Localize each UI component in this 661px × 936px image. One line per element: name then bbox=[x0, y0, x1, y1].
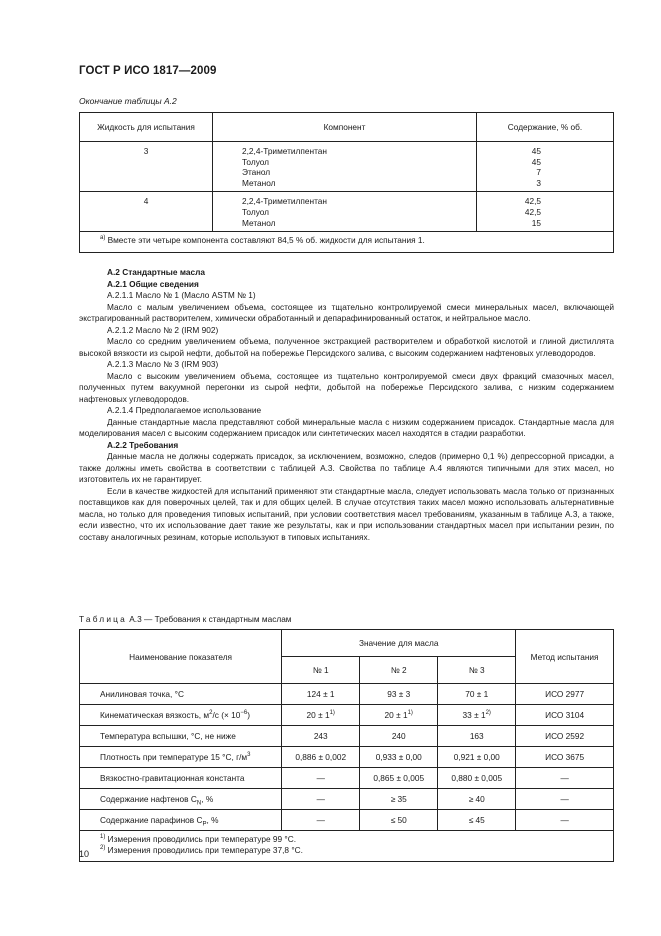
value-cell: 0,880 ± 0,005 bbox=[438, 768, 516, 789]
value-cell: 124 ± 1 bbox=[282, 684, 360, 705]
footnote-mark: 1) bbox=[100, 834, 106, 841]
table-footnote bbox=[100, 845, 607, 856]
content-value: 3 bbox=[536, 177, 541, 188]
table-row bbox=[80, 142, 614, 192]
column-header: № 2 bbox=[360, 657, 438, 684]
value-cell bbox=[438, 705, 516, 726]
paragraph: Масло с высоким увеличением объема, состоящее из тщательно контролируемой смеси двух фракций смазочных масел, полученных путем вакуумной перегонки из сырой нефти, добытой на побережье Персидского залива, с низким содержанием нафтеновых углеводородов. bbox=[79, 370, 614, 404]
content-value: 42,5 bbox=[524, 196, 541, 207]
component-name: Метанол bbox=[242, 177, 276, 188]
column-header: Метод испытания bbox=[516, 630, 614, 684]
value-cell: 0,921 ± 0,00 bbox=[438, 747, 516, 768]
name-text: , % bbox=[201, 794, 214, 804]
footnote-mark: a) bbox=[100, 235, 106, 242]
paragraph: Данные стандартные масла представляют собой минеральные масла с низким содержанием присадок. Стандартные масла для моделирования масел с высоким содержанием присадок или синтетических масел находятся в стадии разработки. bbox=[79, 416, 614, 438]
subsection-heading: А.2.1.3 Масло № 3 (IRM 903) bbox=[107, 359, 219, 369]
page-number: 10 bbox=[79, 849, 90, 859]
component-name: Метанол bbox=[242, 217, 276, 228]
value-cell: ≤ 50 bbox=[360, 810, 438, 831]
table-header-row bbox=[80, 113, 614, 142]
table-footnote-row bbox=[80, 831, 614, 862]
footnote-ref: 1) bbox=[407, 710, 413, 717]
section-heading: А.2.2 Требования bbox=[107, 439, 179, 450]
method-cell: — bbox=[516, 810, 614, 831]
name-text: ) bbox=[247, 710, 250, 720]
name-sup: 3 bbox=[247, 752, 251, 759]
paragraph: Данные масла не должны содержать присадок, за исключением, возможно, следов (примерно 0,1 %) депрессорной присадки, а также должны иметь свойства в соответствии с таблицей А.3. Свойства по таблице А.4 являются типичными для этих масел, но изготовитель их не гарантирует. bbox=[79, 451, 614, 484]
property-name bbox=[80, 810, 282, 831]
footnote-mark: 2) bbox=[100, 844, 106, 851]
value-cell: 240 bbox=[360, 726, 438, 747]
paragraph: Если в качестве жидкостей для испытаний применяют эти стандартные масла, следует использовать масла только от признанных поставщиков как для поверочных целей, так и для общих целей. В случае отсутствия таких масел можно использовать альтернативные масла, но только для проведения типовых испытаний, при условии соответствия масел требованиям, указанным в таблице А.3, а также, если известно, что их использование дает такие же результаты, как и при использовании стандартных масел при испытании резин, по составу аналогичных резинам, которые используют в типовых испытаниях. bbox=[79, 485, 614, 542]
footnote-text: Измерения проводились при температуре 37,8 °С. bbox=[107, 844, 303, 855]
name-text: Содержание парафинов С bbox=[100, 815, 203, 825]
footnote-text: Измерения проводились при температуре 99 °С. bbox=[107, 834, 297, 844]
column-header: Значение для масла bbox=[282, 630, 516, 657]
table-footnote-row bbox=[80, 232, 614, 253]
table-a2 bbox=[79, 112, 614, 253]
value-cell: 93 ± 3 bbox=[360, 684, 438, 705]
name-sup: −6 bbox=[240, 710, 248, 717]
value-cell: — bbox=[282, 789, 360, 810]
footnote-ref: 2) bbox=[485, 710, 491, 717]
name-text: Содержание нафтенов С bbox=[100, 794, 197, 804]
component-cell bbox=[213, 142, 477, 192]
table-a3-caption bbox=[79, 614, 292, 624]
table-footnotes bbox=[80, 831, 614, 862]
property-name bbox=[80, 789, 282, 810]
method-cell: ИСО 2592 bbox=[516, 726, 614, 747]
content-cell bbox=[477, 142, 614, 192]
property-name: Температура вспышки, °С, не ниже bbox=[80, 726, 282, 747]
column-header: Компонент bbox=[213, 113, 477, 142]
property-name bbox=[80, 705, 282, 726]
name-text: Плотность при температуре 15 °С, г/м bbox=[100, 752, 248, 762]
component-name: Толуол bbox=[242, 206, 270, 217]
value-cell: ≥ 40 bbox=[438, 789, 516, 810]
column-header: № 3 bbox=[438, 657, 516, 684]
content-value: 45 bbox=[531, 146, 541, 156]
component-name: 2,2,4-Триметилпентан bbox=[242, 196, 327, 207]
section-heading: А.2.1 Общие сведения bbox=[107, 278, 199, 289]
component-name: Этанол bbox=[242, 167, 271, 178]
name-sub: P bbox=[202, 821, 207, 828]
table-header-row bbox=[80, 630, 614, 657]
method-cell: ИСО 2977 bbox=[516, 684, 614, 705]
column-header: Содержание, % об. bbox=[477, 113, 614, 142]
table-row bbox=[80, 192, 614, 232]
value-cell: 163 bbox=[438, 726, 516, 747]
value-cell: 70 ± 1 bbox=[438, 684, 516, 705]
value-text: 20 ± 1 bbox=[306, 710, 330, 720]
table-footnote bbox=[100, 834, 607, 845]
table-row bbox=[80, 705, 614, 726]
method-cell: — bbox=[516, 789, 614, 810]
method-cell: — bbox=[516, 768, 614, 789]
liquid-cell: 4 bbox=[80, 192, 213, 232]
content-cell bbox=[477, 192, 614, 232]
footnote-ref: 1) bbox=[329, 710, 335, 717]
value-cell: 0,886 ± 0,002 bbox=[282, 747, 360, 768]
table-a3 bbox=[79, 629, 614, 862]
component-cell bbox=[213, 192, 477, 232]
method-cell: ИСО 3104 bbox=[516, 705, 614, 726]
caption-title: А.3 — Требования к стандартным маслам bbox=[129, 614, 292, 624]
table-row bbox=[80, 747, 614, 768]
component-name: 2,2,4-Триметилпентан bbox=[242, 146, 327, 156]
component-name: Толуол bbox=[242, 156, 270, 167]
section-heading: А.2 Стандартные масла bbox=[107, 267, 205, 277]
value-cell bbox=[360, 705, 438, 726]
value-cell: 0,865 ± 0,005 bbox=[360, 768, 438, 789]
table-a2-caption: Окончание таблицы А.2 bbox=[79, 96, 177, 106]
property-name: Анилиновая точка, °С bbox=[80, 684, 282, 705]
table-row bbox=[80, 810, 614, 831]
table-row bbox=[80, 768, 614, 789]
content-value: 45 bbox=[531, 156, 541, 167]
column-header: № 1 bbox=[282, 657, 360, 684]
name-sub: N bbox=[196, 800, 202, 807]
table-row bbox=[80, 726, 614, 747]
subsection-heading: А.2.1.4 Предполагаемое использование bbox=[107, 405, 262, 415]
caption-label: Таблица bbox=[79, 614, 127, 624]
subsection-heading: А.2.1.2 Масло № 2 (IRM 902) bbox=[107, 324, 219, 335]
name-text: /с (× 10 bbox=[212, 710, 241, 720]
content-value: 42,5 bbox=[524, 206, 541, 217]
property-name bbox=[80, 747, 282, 768]
value-cell: 243 bbox=[282, 726, 360, 747]
paragraph: Масло со средним увеличением объема, полученное экстракцией растворителем и обработкой кислотой и глиной дистиллята высокой вязкости из сырой нефти, добытой на побережье Персидского залива, с высоким содержанием нафтеновых углеводородов. bbox=[79, 336, 614, 358]
value-text: 33 ± 1 bbox=[462, 710, 486, 720]
subsection-heading: А.2.1.1 Масло № 1 (Масло ASTM № 1) bbox=[107, 290, 256, 300]
value-cell: ≥ 35 bbox=[360, 789, 438, 810]
value-cell: 0,933 ± 0,00 bbox=[360, 747, 438, 768]
table-row bbox=[80, 789, 614, 810]
value-text: 20 ± 1 bbox=[384, 710, 408, 720]
column-header: Наименование показателя bbox=[80, 630, 282, 684]
content-value: 7 bbox=[536, 167, 541, 178]
property-name: Вязкостно-гравитационная константа bbox=[80, 768, 282, 789]
paragraph: Масло с малым увеличением объема, состоящее из тщательно контролируемой смеси минеральных масел, включающей экстрагированный растворителем, химически обработанный и депарафинированный остаток, и нейтральное масло. bbox=[79, 301, 614, 323]
table-row bbox=[80, 684, 614, 705]
content-value: 15 bbox=[531, 217, 541, 228]
footnote-text: Вместе эти четыре компонента составляют 84,5 % об. жидкости для испытания 1. bbox=[107, 235, 425, 246]
body-text bbox=[79, 267, 614, 543]
value-cell bbox=[282, 705, 360, 726]
name-text: , % bbox=[206, 815, 219, 825]
value-cell: — bbox=[282, 810, 360, 831]
value-cell: ≤ 45 bbox=[438, 810, 516, 831]
value-cell: — bbox=[282, 768, 360, 789]
table-footnote bbox=[80, 232, 614, 253]
liquid-cell: 3 bbox=[80, 142, 213, 192]
name-text: Кинематическая вязкость, м bbox=[100, 710, 210, 720]
column-header: Жидкость для испытания bbox=[80, 113, 213, 142]
name-sup: 2 bbox=[209, 710, 213, 717]
method-cell: ИСО 3675 bbox=[516, 747, 614, 768]
document-header: ГОСТ Р ИСО 1817—2009 bbox=[79, 65, 217, 77]
